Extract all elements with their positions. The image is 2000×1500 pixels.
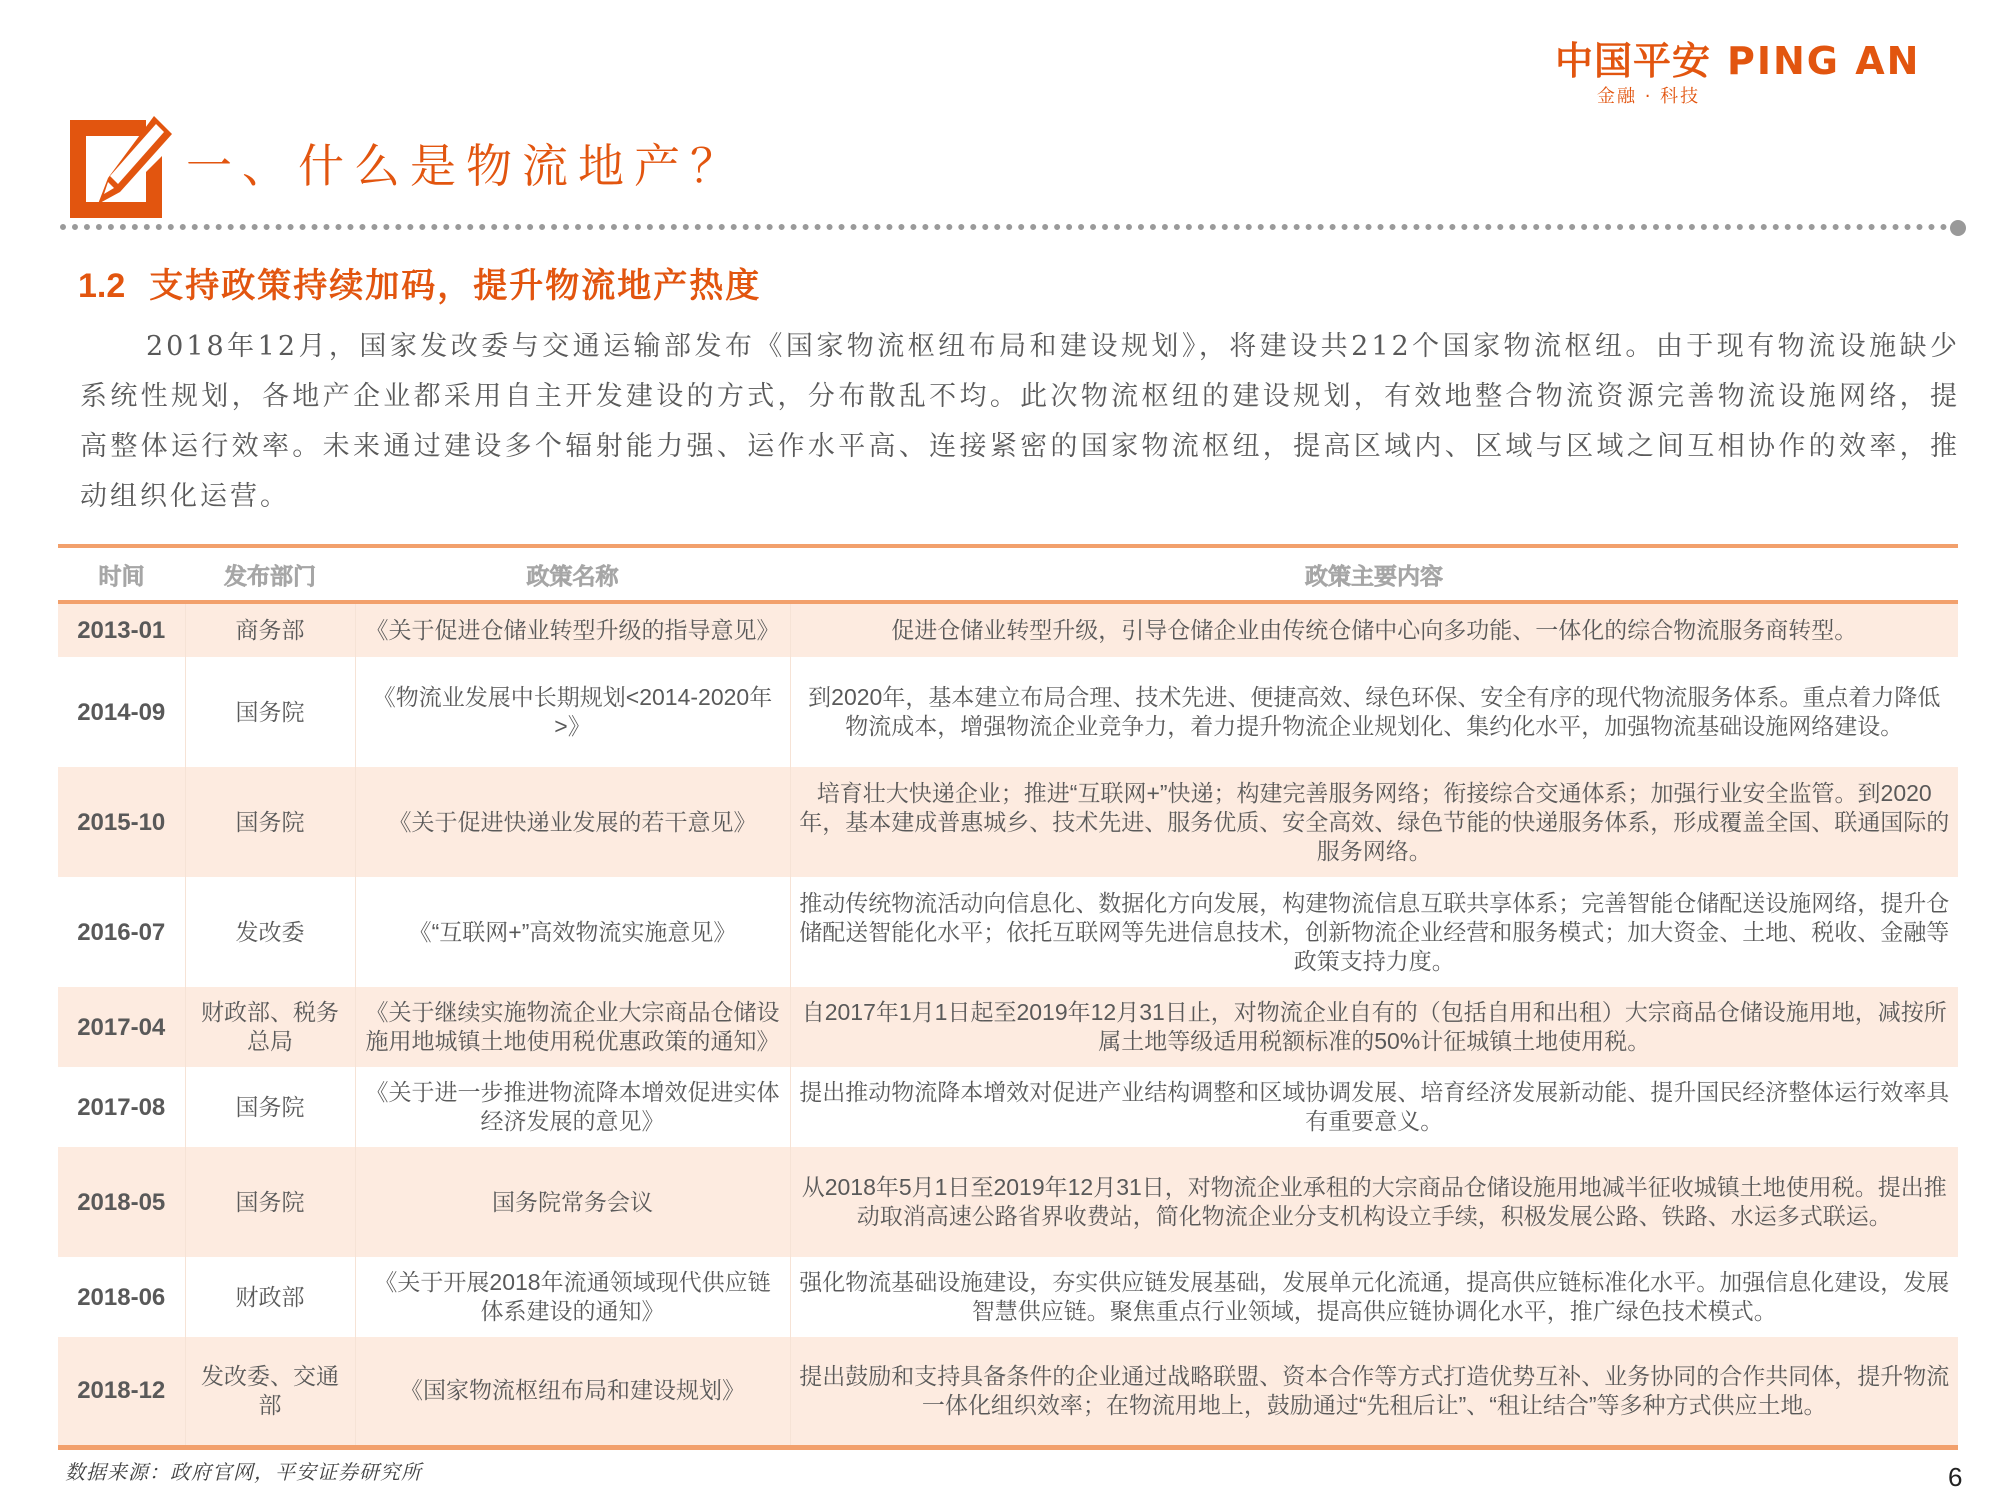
cell-dept: 国务院 [185,1067,355,1147]
cell-dept: 国务院 [185,657,355,767]
logo-cn: 中国平安 [1555,39,1712,83]
table-row [58,987,1958,1067]
cell-policy-name: 国务院常务会议 [355,1147,790,1257]
section-title-text: 支持政策持续加码，提升物流地产热度 [149,266,762,306]
intro-paragraph: 2018年12月，国家发改委与交通运输部发布《国家物流枢纽布局和建设规划》，将建设共212个国家物流枢纽。由于现有物流设施缺少系统性规划，各地产企业都采用自主开发建设的方式，分布散乱不均。此次物流枢纽的建设规划，有效地整合物流资源完善物流设施网络，提高整体运行效率。未来通过建设多个辐射能力强、运作水平高、连接紧密的国家物流枢纽，提高区域内、区域与区域之间互相协作的效率，推动组织化运营。 [80,331,1960,512]
cell-dept: 财政部、税务总局 [185,987,355,1067]
table-row [58,1337,1958,1447]
table-row [58,1067,1958,1147]
section-title [78,258,761,307]
cell-date: 2018-12 [77,1377,166,1405]
divider-end-dot [1950,220,1966,236]
data-source-note: 数据来源：政府官网，平安证券研究所 [65,1460,422,1484]
cell-policy-content: 推动传统物流活动向信息化、数据化方向发展，构建物流信息互联共享体系；完善智能仓储配送设施网络，提升仓储配送智能化水平；依托互联网等先进信息技术，创新物流企业经营和服务模式；加大资金、土地、税收、金融等政策支持力度。 [790,877,1958,987]
cell-dept: 发改委、交通部 [185,1337,355,1447]
cell-date: 2016-07 [77,918,166,946]
cell-policy-name: 《物流业发展中长期规划<2014-2020年>》 [355,657,790,767]
brand-logo [1555,30,1975,110]
table-row [58,877,1958,987]
cell-date: 2017-08 [77,1093,166,1121]
cell-policy-content: 促进仓储业转型升级，引导仓储企业由传统仓储中心向多功能、一体化的综合物流服务商转型。 [790,602,1958,657]
header-dept: 发布部门 [224,562,316,589]
cell-dept: 发改委 [185,877,355,987]
cell-policy-content: 到2020年，基本建立布局合理、技术先进、便捷高效、绿色环保、安全有序的现代物流服务体系。重点着力降低物流成本，增强物流企业竞争力，着力提升物流企业规划化、集约化水平，加强物流基础设施网络建设。 [790,657,1958,767]
policy-table [58,544,1958,1450]
cell-policy-name: 《国家物流枢纽布局和建设规划》 [355,1337,790,1447]
cell-dept: 财政部 [185,1257,355,1337]
cell-policy-content: 培育壮大快递企业；推进“互联网+”快递；构建完善服务网络；衔接综合交通体系；加强行业安全监管。到2020年，基本建成普惠城乡、技术先进、服务优质、安全高效、绿色节能的快递服务体系，形成覆盖全国、联通国际的服务网络。 [790,767,1958,877]
table-row [58,657,1958,767]
cell-policy-name: 《关于开展2018年流通领域现代供应链体系建设的通知》 [355,1257,790,1337]
dotted-divider [60,224,1960,236]
logo-tagline: 金融 · 科技 [1597,86,1701,107]
cell-policy-name: 《关于继续实施物流企业大宗商品仓储设施用地城镇土地使用税优惠政策的通知》 [355,987,790,1067]
table-row [58,1147,1958,1257]
cell-policy-name: 《关于促进快递业发展的若干意见》 [355,767,790,877]
table-header-row [58,546,1958,602]
header-policy-content: 政策主要内容 [1305,562,1443,589]
header-policy-name: 政策名称 [526,562,619,589]
header-date: 时间 [98,562,145,589]
cell-date: 2014-09 [77,698,166,726]
cell-policy-content: 提出鼓励和支持具备条件的企业通过战略联盟、资本合作等方式打造优势互补、业务协同的合作共同体，提升物流一体化组织效率；在物流用地上，鼓励通过“先租后让”、“租让结合”等多种方式供应土地。 [790,1337,1958,1447]
cell-dept: 国务院 [185,1147,355,1257]
cell-policy-name: 《“互联网+”高效物流实施意见》 [355,877,790,987]
page-title: 一、什么是物流地产？ [186,139,746,193]
cell-date: 2017-04 [77,1013,166,1041]
cell-policy-content: 自2017年1月1日起至2019年12月31日止，对物流企业自有的（包括自用和出租）大宗商品仓储设施用地，减按所属土地等级适用税额标准的50%计征城镇土地使用税。 [790,987,1958,1067]
cell-dept: 国务院 [185,767,355,877]
table-row [58,602,1958,657]
section-number: 1.2 [78,267,126,305]
cell-policy-content: 提出推动物流降本增效对促进产业结构调整和区域协调发展、培育经济发展新动能、提升国民经济整体运行效率具有重要意义。 [790,1067,1958,1147]
page-number: 6 [1948,1462,1963,1492]
cell-dept: 商务部 [185,602,355,657]
cell-policy-content: 强化物流基础设施建设，夯实供应链发展基础，发展单元化流通，提高供应链标准化水平。加强信息化建设，发展智慧供应链。聚焦重点行业领域，提高供应链协调化水平，推广绿色技术模式。 [790,1257,1958,1337]
cell-date: 2018-06 [77,1283,166,1311]
cell-policy-name: 《关于促进仓储业转型升级的指导意见》 [355,602,790,657]
table-row [58,1257,1958,1337]
edit-pencil-icon [68,112,176,220]
cell-policy-content: 从2018年5月1日至2019年12月31日，对物流企业承租的大宗商品仓储设施用地减半征收城镇土地使用税。提出推动取消高速公路省界收费站，简化物流企业分支机构设立手续，积极发展公路、铁路、水运多式联运。 [790,1147,1958,1257]
cell-date: 2013-01 [77,617,166,644]
cell-policy-name: 《关于进一步推进物流降本增效促进实体经济发展的意见》 [355,1067,790,1147]
cell-date: 2015-10 [77,808,166,836]
logo-wordmark [1555,30,1920,85]
table-row [58,767,1958,877]
logo-en: PING AN [1727,39,1921,83]
cell-date: 2018-05 [77,1188,166,1216]
